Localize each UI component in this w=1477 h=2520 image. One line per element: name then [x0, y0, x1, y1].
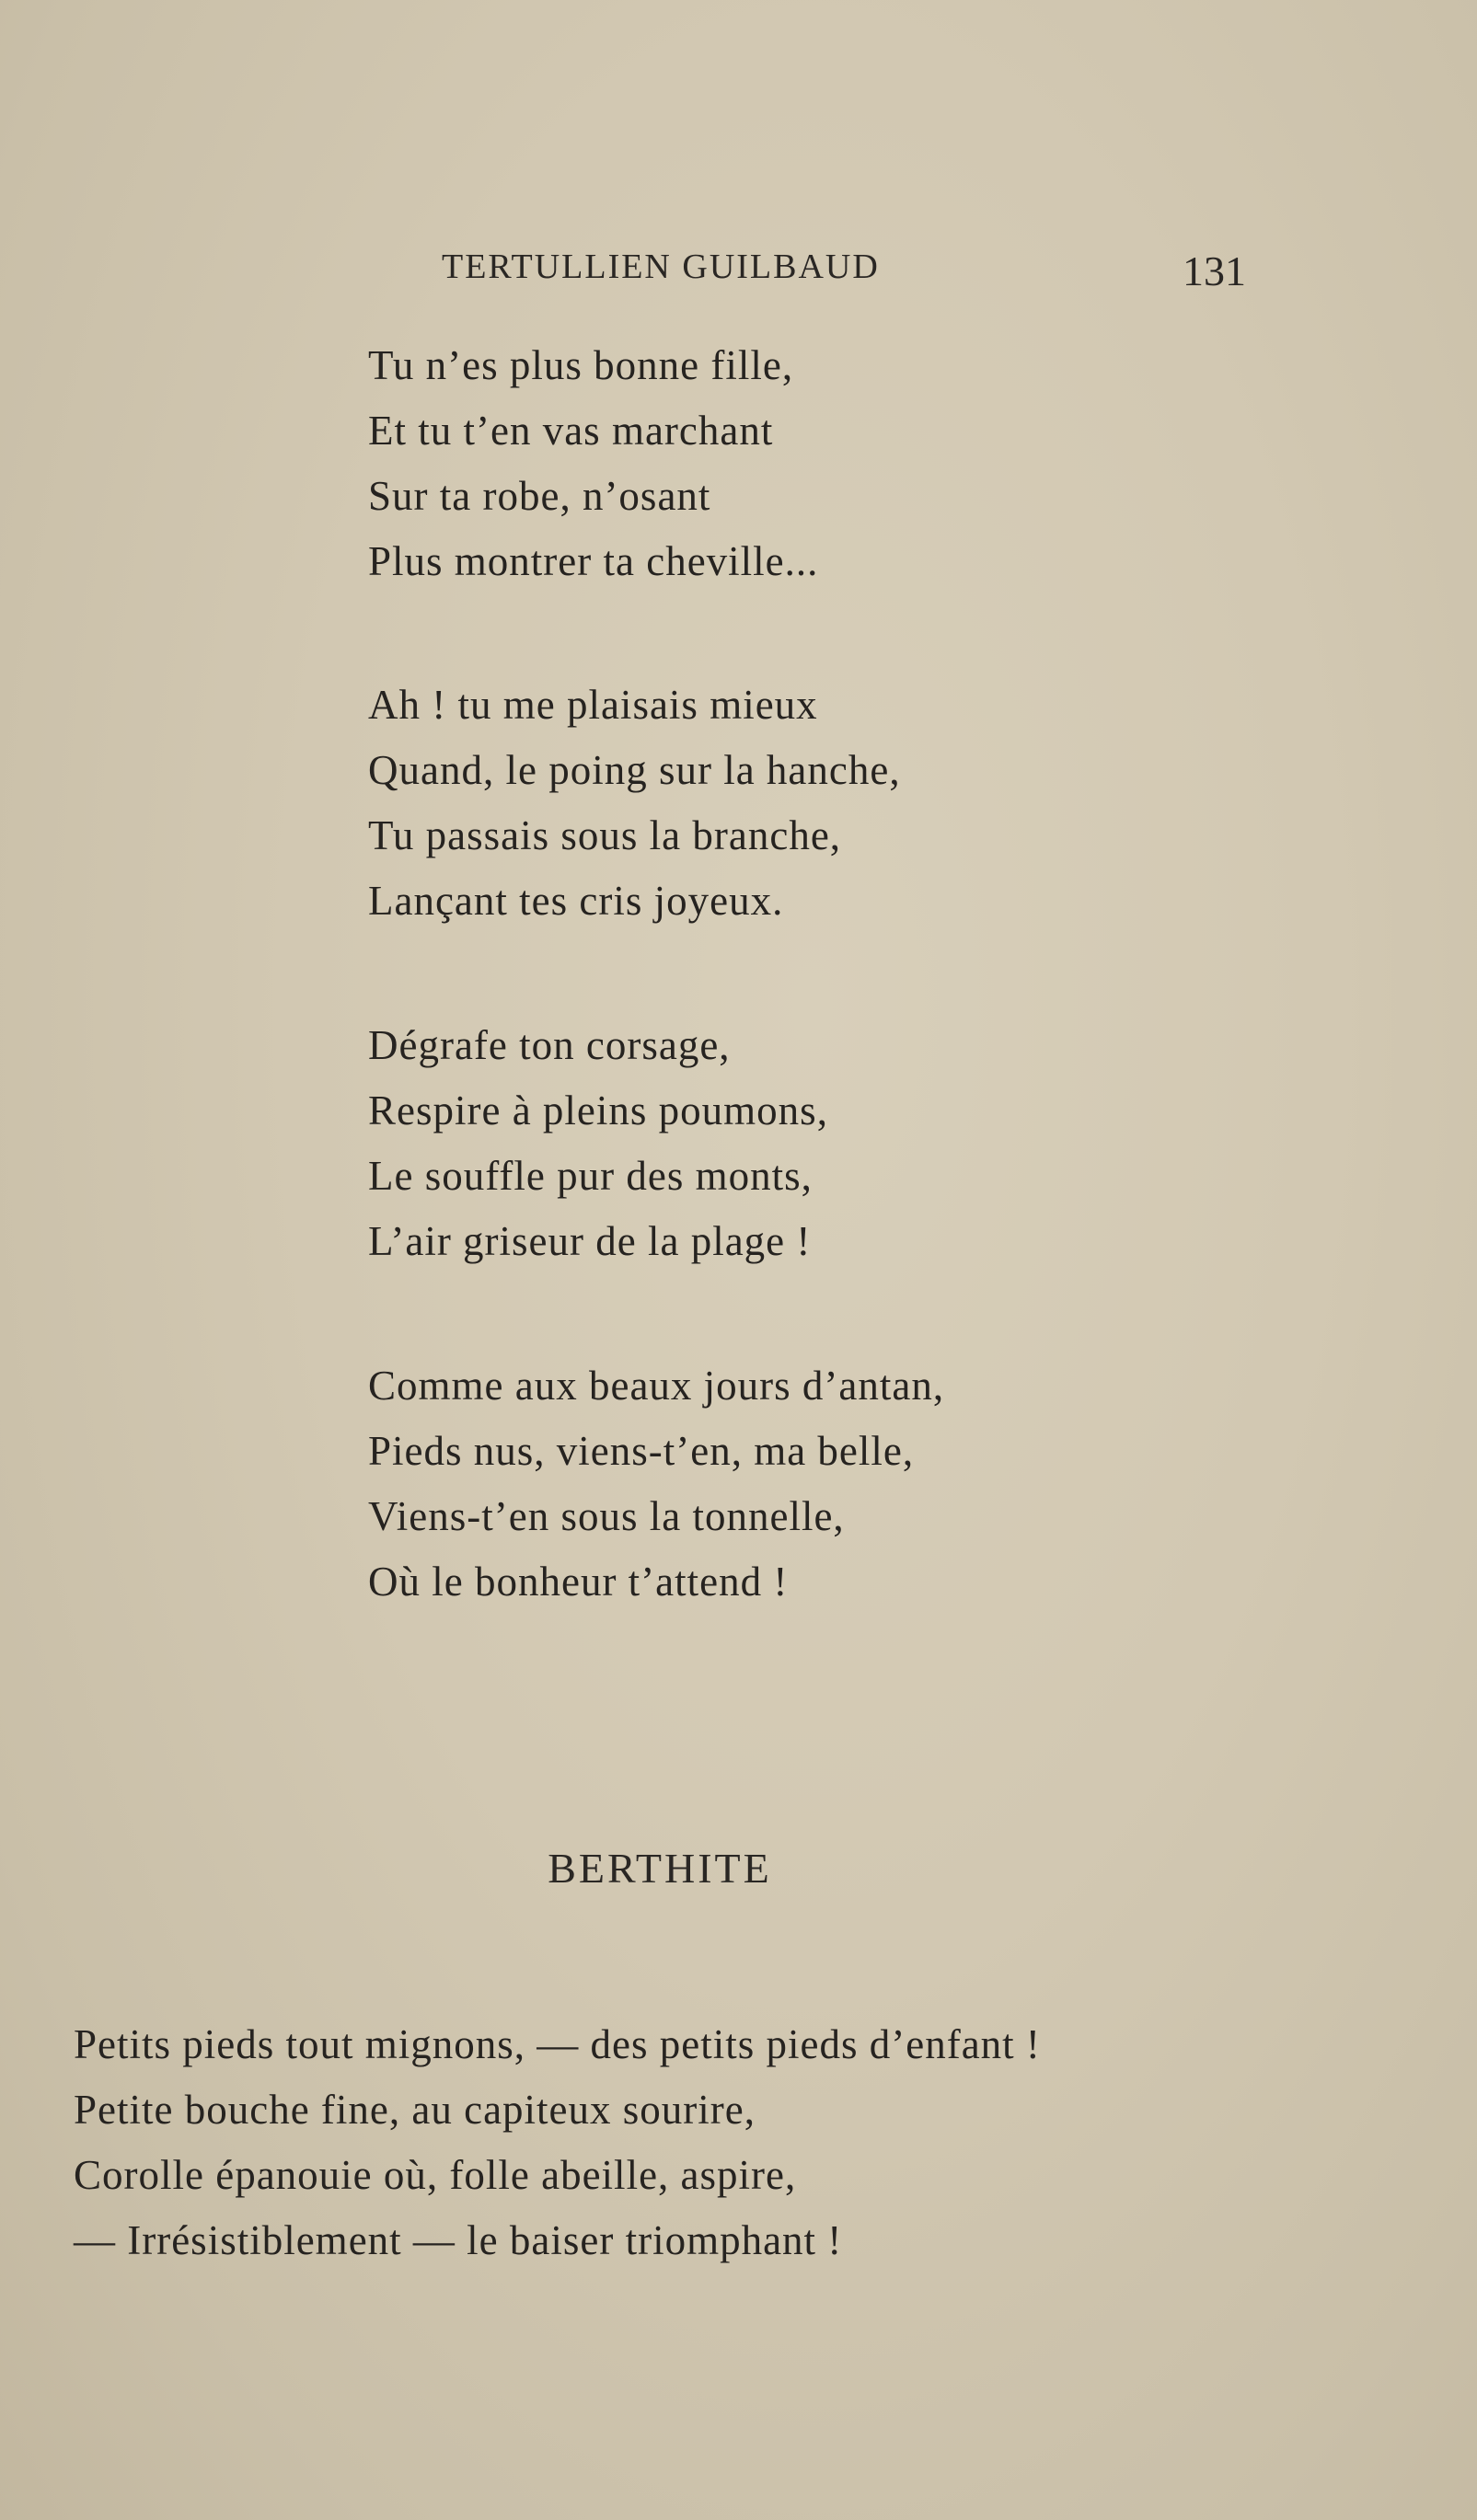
- verse-line: Sur ta robe, n’osant: [368, 473, 711, 519]
- running-head: TERTULLIEN GUILBAUD: [442, 247, 880, 286]
- verse-line: — Irrésistiblement — le baiser triomphant !: [74, 2217, 843, 2263]
- verse-line: Viens-t’en sous la tonnelle,: [368, 1493, 845, 1539]
- verse-line: Ah ! tu me plaisais mieux: [368, 682, 818, 728]
- verse-line: Petits pieds tout mignons, — des petits pieds d’enfant !: [74, 2021, 1041, 2067]
- poem-title: BERTHITE: [548, 1845, 772, 1892]
- verse-line: Quand, le poing sur la hanche,: [368, 747, 901, 793]
- verse-line: Pieds nus, viens-t’en, ma belle,: [368, 1428, 915, 1474]
- verse-line: Et tu t’en vas marchant: [368, 408, 774, 454]
- verse-line: Tu n’es plus bonne fille,: [368, 342, 794, 388]
- verse-line: Respire à pleins poumons,: [368, 1087, 828, 1133]
- stanza-berthite: [74, 2012, 1041, 2273]
- verse-line: Lançant tes cris joyeux.: [368, 878, 784, 924]
- verse-line: Tu passais sous la branche,: [368, 812, 842, 858]
- page-number: 131: [1183, 247, 1246, 294]
- stanza-3: [368, 1013, 828, 1274]
- verse-line: Corolle épanouie où, folle abeille, aspire,: [74, 2152, 797, 2198]
- verse-line: L’air griseur de la plage !: [368, 1218, 812, 1264]
- verse-line: Plus montrer ta cheville...: [368, 538, 819, 584]
- verse-line: Petite bouche fine, au capiteux sourire,: [74, 2087, 756, 2133]
- stanza-1: [368, 333, 818, 594]
- verse-line: Le souffle pur des monts,: [368, 1153, 813, 1199]
- verse-line: Où le bonheur t’attend !: [368, 1559, 789, 1605]
- verse-line: Comme aux beaux jours d’antan,: [368, 1363, 945, 1409]
- stanza-2: [368, 673, 901, 934]
- stanza-4: [368, 1353, 944, 1615]
- verse-line: Dégrafe ton corsage,: [368, 1022, 731, 1068]
